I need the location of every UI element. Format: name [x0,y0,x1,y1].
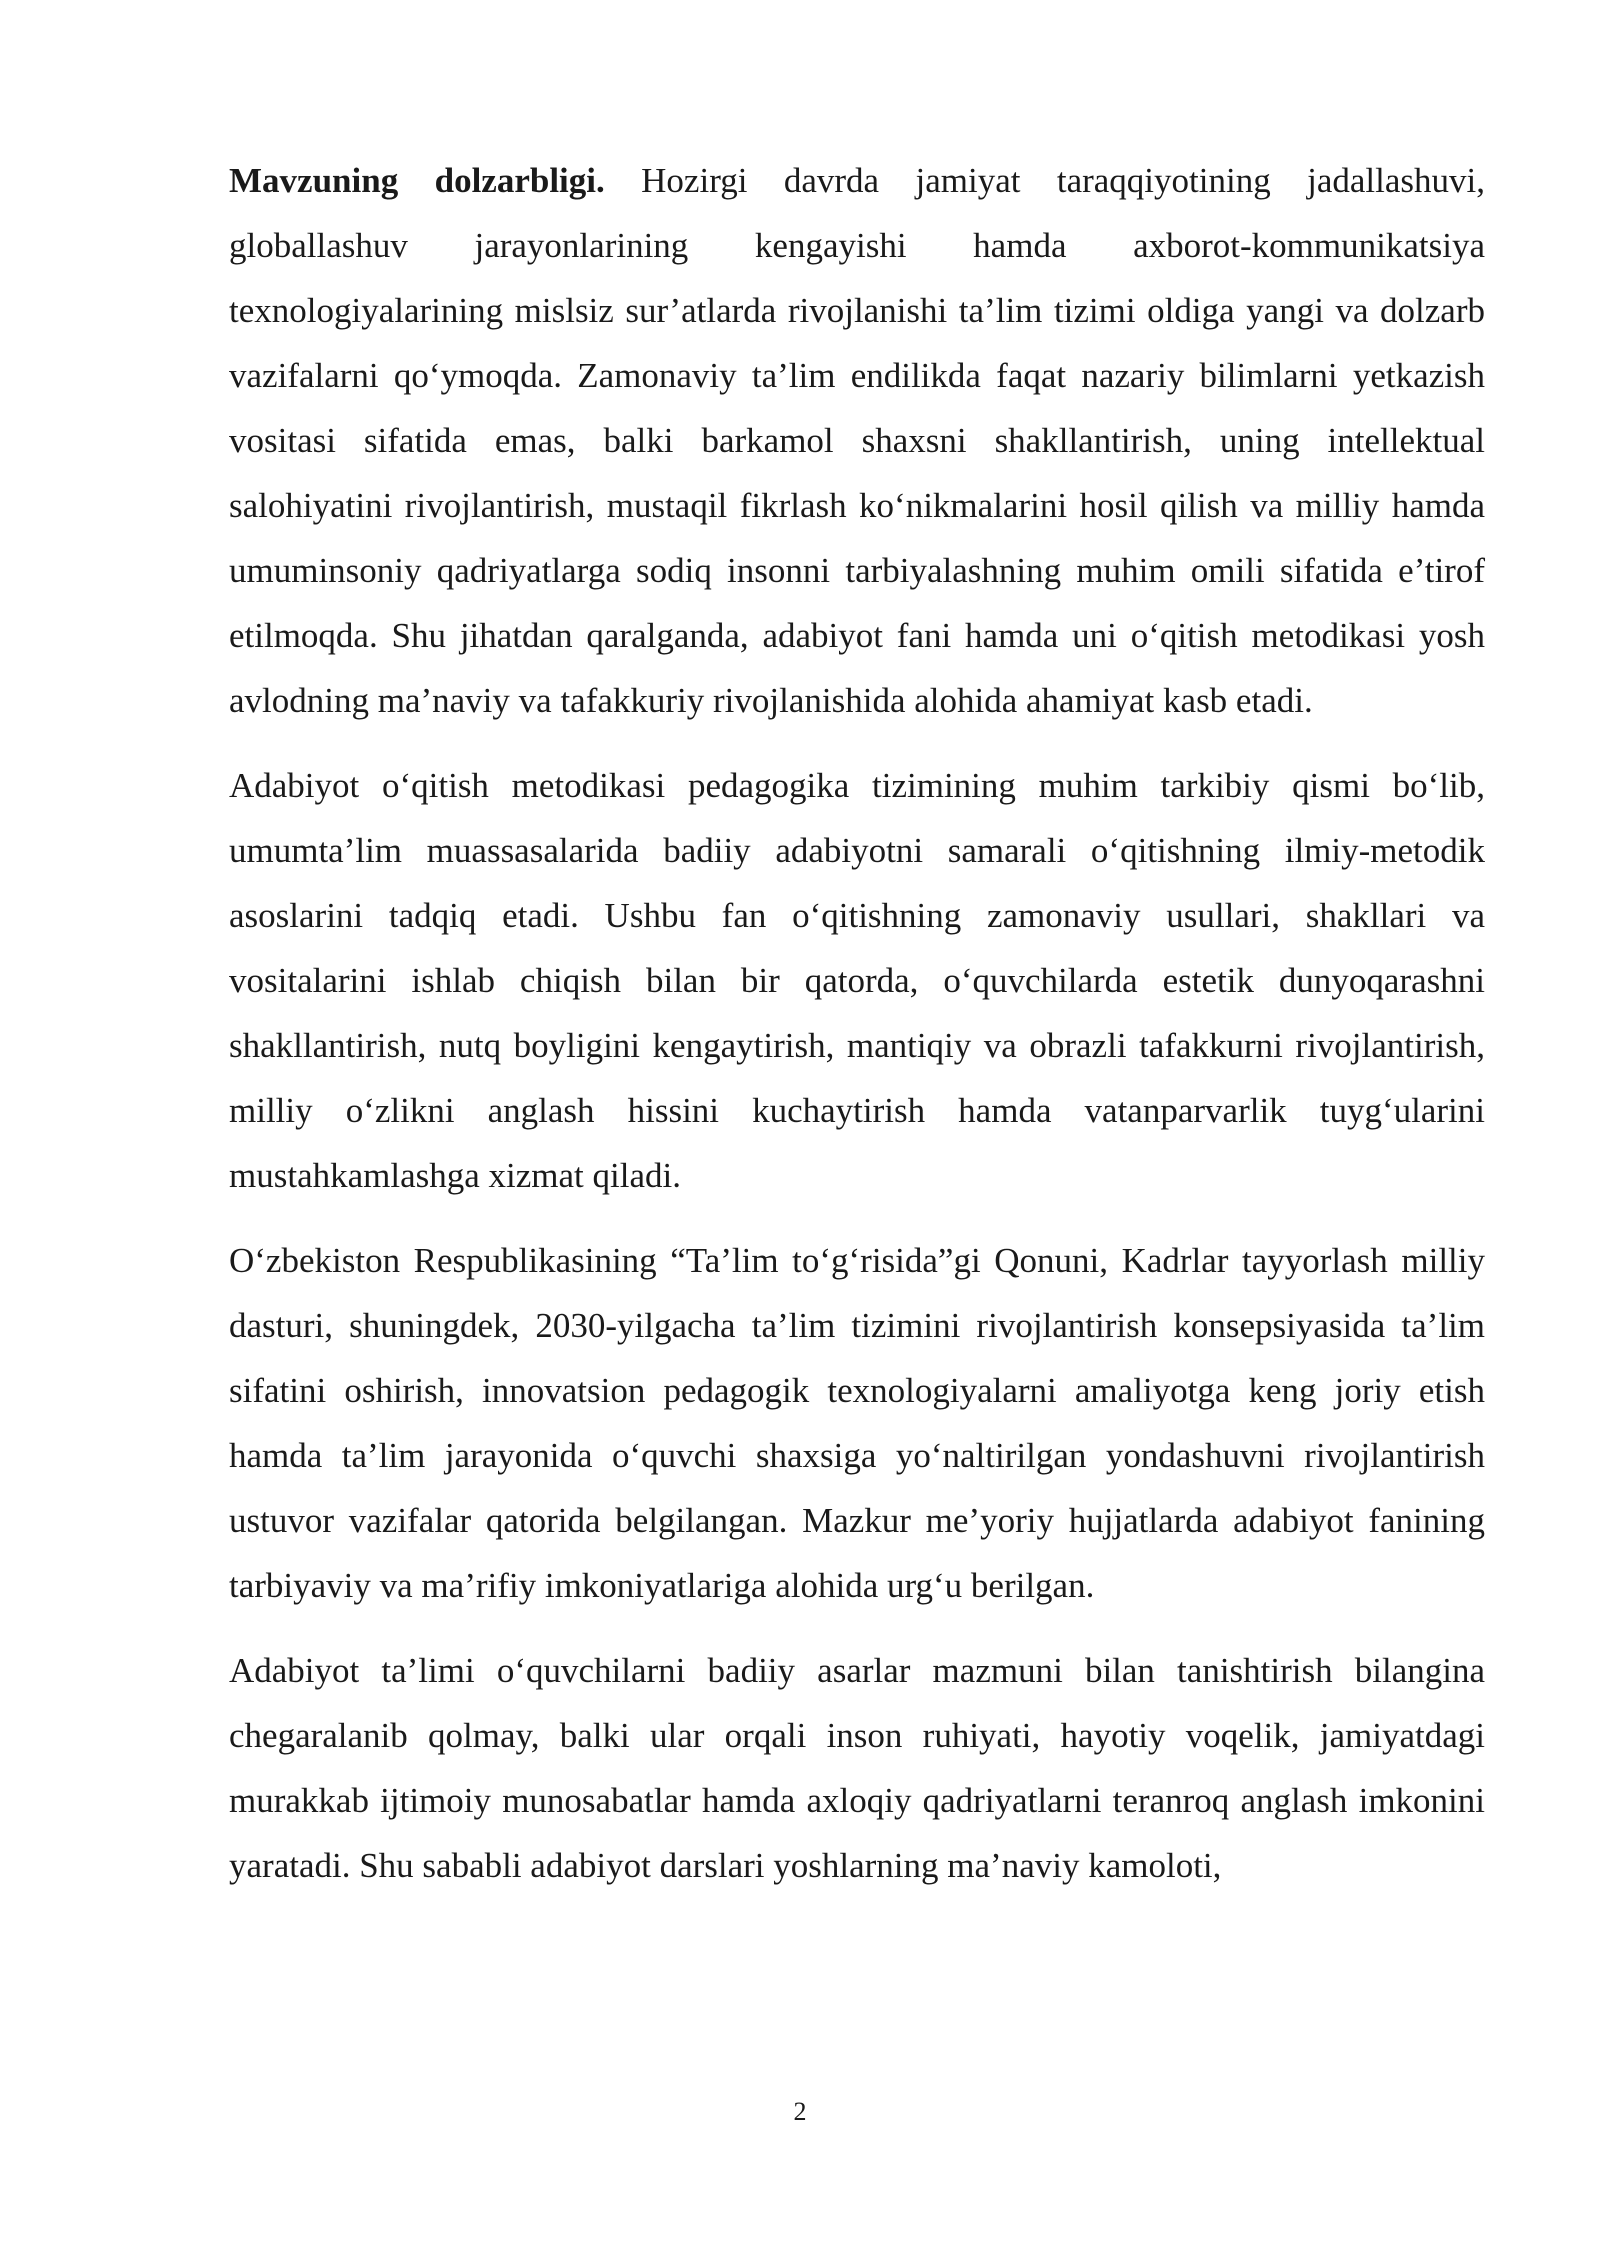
paragraph-text: Hozirgi davrda jamiyat taraqqiyotining jadallashuvi, globallashuv jarayonlarining kengayishi hamda axborot-kommunikatsiya texnologiyalarining mislsiz sur’atlarda rivojlanishi ta’lim tizimi oldiga yangi va dolzarb vazifalarni qo‘ymoqda. Zamonaviy ta’lim endilikda faqat nazariy bilimlarni yetkazish vositasi sifatida emas, balki barkamol shaxsni shakllantirish, uning intellektual salohiyatini rivojlantirish, mustaqil fikrlash ko‘nikmalarini hosil qilish va milliy hamda umuminsoniy qadriyatlarga sodiq insonni tarbiyalashning muhim omili sifatida e’tirof etilmoqda. Shu jihatdan qaralganda, adabiyot fani hamda uni o‘qitish metodikasi yosh avlodning ma’naviy va tafakkuriy rivojlanishida alohida ahamiyat kasb etadi. [229,161,1485,720]
section-heading: Mavzuning dolzarbligi. [229,161,605,200]
paragraph-3 [229,1228,1485,1618]
paragraph-4 [229,1638,1485,1898]
paragraph-1 [229,148,1485,733]
paragraph-text: O‘zbekiston Respublikasining “Ta’lim to‘g‘risida”gi Qonuni, Kadrlar tayyorlash milliy dasturi, shuningdek, 2030-yilgacha ta’lim tizimini rivojlantirish konsepsiyasida ta’lim sifatini oshirish, innovatsion pedagogik texnologiyalarni amaliyotga keng joriy etish hamda ta’lim jarayonida o‘quvchi shaxsiga yo‘naltirilgan yondashuvni rivojlantirish ustuvor vazifalar qatorida belgilangan. Mazkur me’yoriy hujjatlarda adabiyot fanining tarbiyaviy va ma’rifiy imkoniyatlariga alohida urg‘u berilgan. [229,1241,1485,1605]
paragraph-text: Adabiyot o‘qitish metodikasi pedagogika tizimining muhim tarkibiy qismi bo‘lib, umumta’lim muassasalarida badiiy adabiyotni samarali o‘qitishning ilmiy-metodik asoslarini tadqiq etadi. Ushbu fan o‘qitishning zamonaviy usullari, shakllari va vositalarini ishlab chiqish bilan bir qatorda, o‘quvchilarda estetik dunyoqarashni shakllantirish, nutq boyligini kengaytirish, mantiqiy va obrazli tafakkurni rivojlantirish, milliy o‘zlikni anglash hissini kuchaytirish hamda vatanparvarlik tuyg‘ularini mustahkamlashga xizmat qiladi. [229,766,1485,1195]
body-text [229,148,1485,1918]
paragraph-text: Adabiyot ta’limi o‘quvchilarni badiiy asarlar mazmuni bilan tanishtirish bilangina chegaralanib qolmay, balki ular orqali inson ruhiyati, hayotiy voqelik, jamiyatdagi murakkab ijtimoiy munosabatlar hamda axloqiy qadriyatlarni teranroq anglash imkonini yaratadi. Shu sababli adabiyot darslari yoshlarning ma’naviy kamoloti, [229,1651,1485,1885]
paragraph-2 [229,753,1485,1208]
page-number: 2 [793,2097,807,2126]
